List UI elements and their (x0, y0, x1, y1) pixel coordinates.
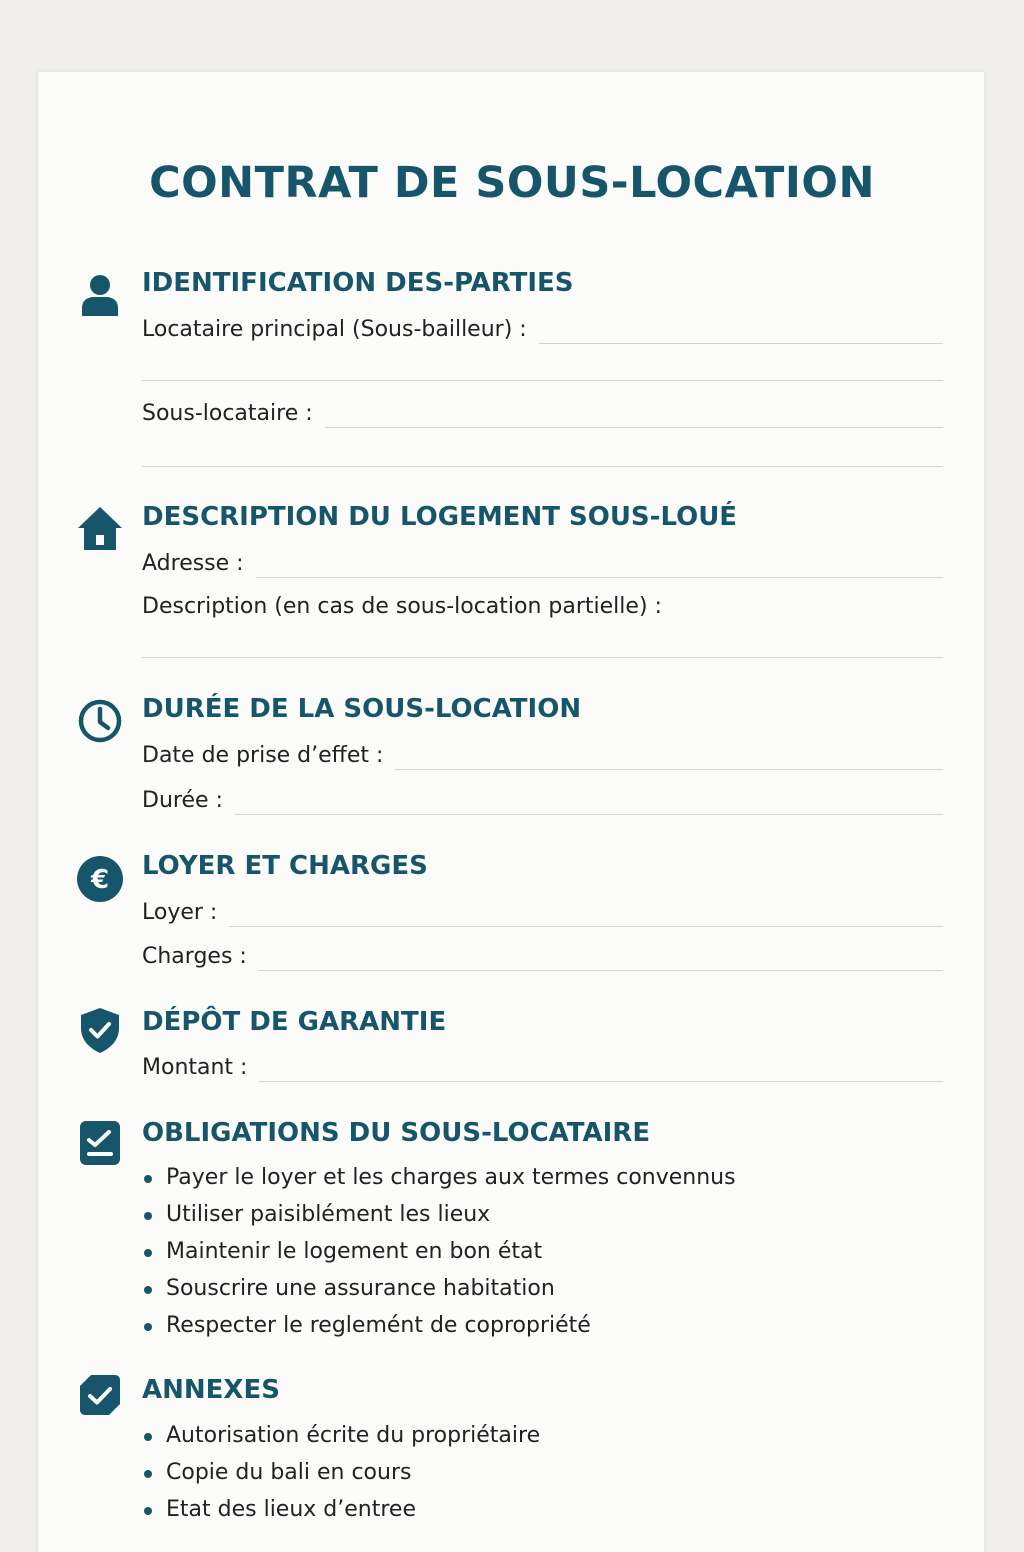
section-title-parties: IDENTIFICATION DES-PARTIES (142, 268, 574, 298)
main-tenant-continuation-line[interactable] (142, 380, 943, 381)
rent-field (142, 897, 943, 927)
section-title-deposit: DÉPÔT DE GARANTIE (142, 1007, 447, 1037)
list-item: Copie du bali en cours (142, 1458, 540, 1495)
rent-input-line[interactable] (229, 925, 943, 927)
address-input-line[interactable] (256, 576, 943, 578)
checklist-icon (79, 1120, 121, 1166)
document-title: CONTRAT DE SOUS-LOCATION (149, 158, 875, 208)
list-item: Respecter le reglemént de copropriété (142, 1311, 736, 1348)
list-item: Souscrire une assurance habitation (142, 1274, 736, 1311)
subtenant-continuation-line[interactable] (142, 466, 943, 467)
section-title-housing: DESCRIPTION DU LOGEMENT SOUS-LOUÉ (142, 502, 738, 532)
deposit-amount-input-line[interactable] (259, 1080, 943, 1082)
deposit-amount-field (142, 1052, 943, 1082)
duration-input-line[interactable] (235, 813, 943, 815)
charges-label: Charges : (142, 944, 247, 969)
address-field (142, 548, 943, 578)
main-tenant-field (142, 314, 943, 344)
charges-input-line[interactable] (259, 969, 943, 971)
description-label: Description (en cas de sous-location partielle) : (142, 594, 662, 619)
section-title-duration: DURÉE DE LA SOUS-LOCATION (142, 694, 582, 724)
subtenant-input-line[interactable] (325, 426, 943, 428)
euro-icon (76, 855, 124, 903)
address-label: Adresse : (142, 551, 244, 576)
start-date-field (142, 740, 943, 770)
deposit-amount-label: Montant : (142, 1055, 248, 1080)
subtenant-label: Sous-locataire : (142, 401, 313, 426)
main-tenant-label: Locataire principal (Sous-bailleur) : (142, 317, 527, 342)
badge-check-icon (79, 1374, 121, 1416)
clock-icon (76, 697, 124, 745)
start-date-label: Date de prise d’effet : (142, 743, 384, 768)
duration-field (142, 785, 943, 815)
annexes-list (142, 1421, 540, 1532)
shield-check-icon (76, 1006, 124, 1054)
section-title-rent: LOYER ET CHARGES (142, 851, 428, 881)
obligations-list (142, 1163, 736, 1348)
list-item: Etat des lieux d’entree (142, 1495, 540, 1532)
list-item: Payer le loyer et les charges aux termes convennus (142, 1163, 736, 1200)
list-item: Autorisation écrite du propriétaire (142, 1421, 540, 1458)
section-title-annexes: ANNEXES (142, 1375, 280, 1405)
description-input-line[interactable] (142, 657, 943, 658)
main-tenant-input-line[interactable] (539, 342, 943, 344)
list-item: Utiliser paisiblément les lieux (142, 1200, 736, 1237)
duration-label: Durée : (142, 788, 223, 813)
section-title-obligations: OBLIGATIONS DU SOUS-LOCATAIRE (142, 1118, 651, 1148)
house-icon (76, 504, 124, 552)
person-icon (76, 270, 124, 318)
subtenant-field (142, 398, 943, 428)
start-date-input-line[interactable] (395, 768, 943, 770)
charges-field (142, 941, 943, 971)
rent-label: Loyer : (142, 900, 218, 925)
svg-text:€: € (90, 865, 110, 895)
list-item: Maintenir le logement en bon état (142, 1237, 736, 1274)
